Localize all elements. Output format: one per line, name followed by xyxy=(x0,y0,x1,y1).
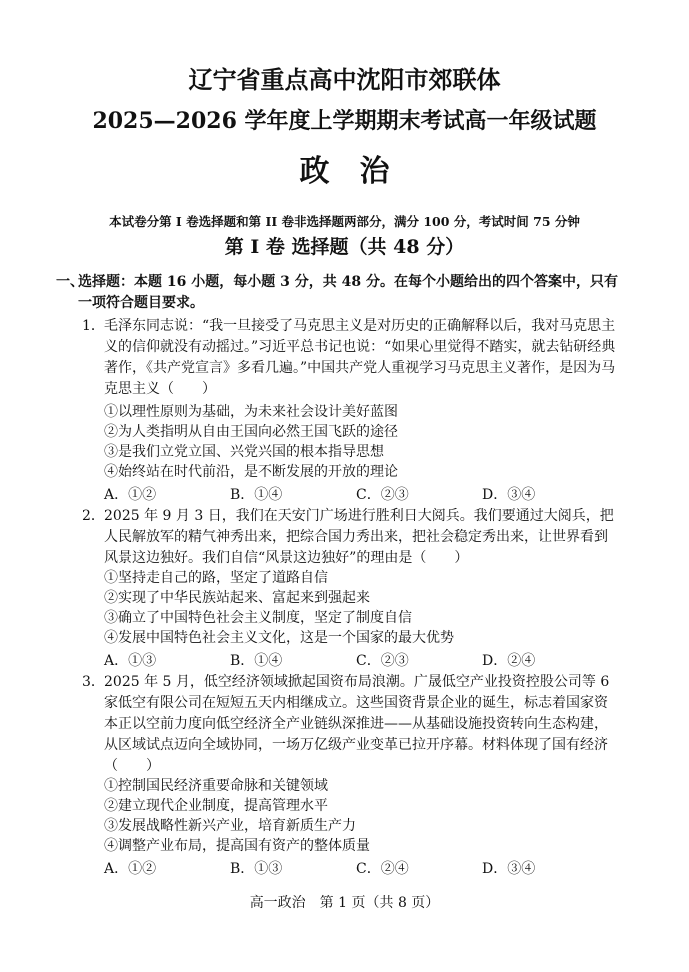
question-3-option-4: ④调整产业布局，提高国有资产的整体质量 xyxy=(104,838,370,854)
choice-c: C．②④ xyxy=(356,861,409,877)
part-title: 第 I 卷 选择题（共 48 分） xyxy=(224,236,465,258)
question-1-option-1: ①以理性原则为基础，为未来社会设计美好蓝图 xyxy=(104,404,398,420)
exam-title-line2: 2025—2026 学年度上学期期末考试高一年级试题 xyxy=(92,108,597,134)
question-2-option-3: ③确立了中国特色社会主义制度，坚定了制度自信 xyxy=(104,610,412,626)
section-number: 一、 xyxy=(56,274,84,290)
question-2-choices xyxy=(104,650,616,670)
choice-b: B．①④ xyxy=(230,487,283,503)
question-number: 3． xyxy=(82,674,105,690)
choice-c: C．②③ xyxy=(356,487,409,503)
choice-d: D．③④ xyxy=(482,861,536,877)
question-number: 2． xyxy=(82,508,105,524)
question-3-option-1: ①控制国民经济重要命脉和关键领域 xyxy=(104,778,328,794)
choice-b: B．①③ xyxy=(230,861,283,877)
question-2-option-2: ②实现了中华民族站起来、富起来到强起来 xyxy=(104,590,370,606)
choice-a: A．①③ xyxy=(104,653,157,669)
question-1-choices xyxy=(104,484,616,504)
question-2-option-4: ④发展中国特色社会主义文化，这是一个国家的最大优势 xyxy=(104,630,454,646)
question-text: 2025 年 5 月，低空经济领域掀起国资布局浪潮。广晟低空产业投资控股公司等 6 家低空有限公司在短短五天内相继成立。这些国资背景企业的诞生，标志着国家资本正以空前力度向低空经济全产业链纵深推进——从基础设施投资转向生态构建，从区域试点迈向全域协同，一场万亿级产业变革已拉开序幕。材料体现了国有经济（ ） xyxy=(104,674,610,774)
choice-d: D．③④ xyxy=(482,487,536,503)
exam-instruction: 本试卷分第 I 卷选择题和第 II 卷非选择题两部分，满分 100 分，考试时间 75 分钟 xyxy=(109,214,580,229)
question-3-option-3: ③发展战略性新兴产业，培育新质生产力 xyxy=(104,818,356,834)
page-footer: 高一政治 第 1 页（共 8 页） xyxy=(249,895,440,911)
question-1-option-3: ③是我们立党立国、兴党兴国的根本指导思想 xyxy=(104,444,384,460)
choice-c: C．②③ xyxy=(356,653,409,669)
choice-d: D．②④ xyxy=(482,653,536,669)
question-number: 1． xyxy=(82,318,105,334)
choice-a: A．①② xyxy=(104,861,157,877)
choice-a: A．①② xyxy=(104,487,157,503)
question-1-stem xyxy=(82,316,616,400)
question-1-option-4: ④始终站在时代前沿，是不断发展的开放的理论 xyxy=(104,464,398,480)
question-text: 毛泽东同志说：“我一旦接受了马克思主义是对历史的正确解释以后，我对马克思主义的信仰就没有动摇过。”习近平总书记也说：“如果心里觉得不踏实，就去钻研经典著作，《共产党宣言》多看几遍。”中国共产党人重视学习马克思主义著作，是因为马克思主义（ ） xyxy=(104,318,616,397)
choice-b: B．①④ xyxy=(230,653,283,669)
question-2-stem xyxy=(82,506,616,569)
question-2-option-1: ①坚持走自己的路，坚定了道路自信 xyxy=(104,570,328,586)
question-1-option-2: ②为人类指明从自由王国向必然王国飞跃的途径 xyxy=(104,424,398,440)
section-text: 选择题：本题 16 小题，每小题 3 分，共 48 分。在每个小题给出的四个答案中，只有一项符合题目要求。 xyxy=(78,274,618,311)
exam-title-line1: 辽宁省重点高中沈阳市郊联体 xyxy=(188,65,501,94)
question-3-stem xyxy=(82,672,616,777)
question-text: 2025 年 9 月 3 日，我们在天安门广场进行胜利日大阅兵。我们要通过大阅兵，把人民解放军的精气神秀出来，把综合国力秀出来，把社会稳定秀出来，让世界看到风景这边独好。我们自信“风景这边独好”的理由是（ ） xyxy=(104,508,614,566)
section-heading xyxy=(56,272,618,314)
question-3-option-2: ②建立现代企业制度，提高管理水平 xyxy=(104,798,328,814)
subject-title: 政治 xyxy=(299,154,420,189)
question-3-choices xyxy=(104,858,616,878)
